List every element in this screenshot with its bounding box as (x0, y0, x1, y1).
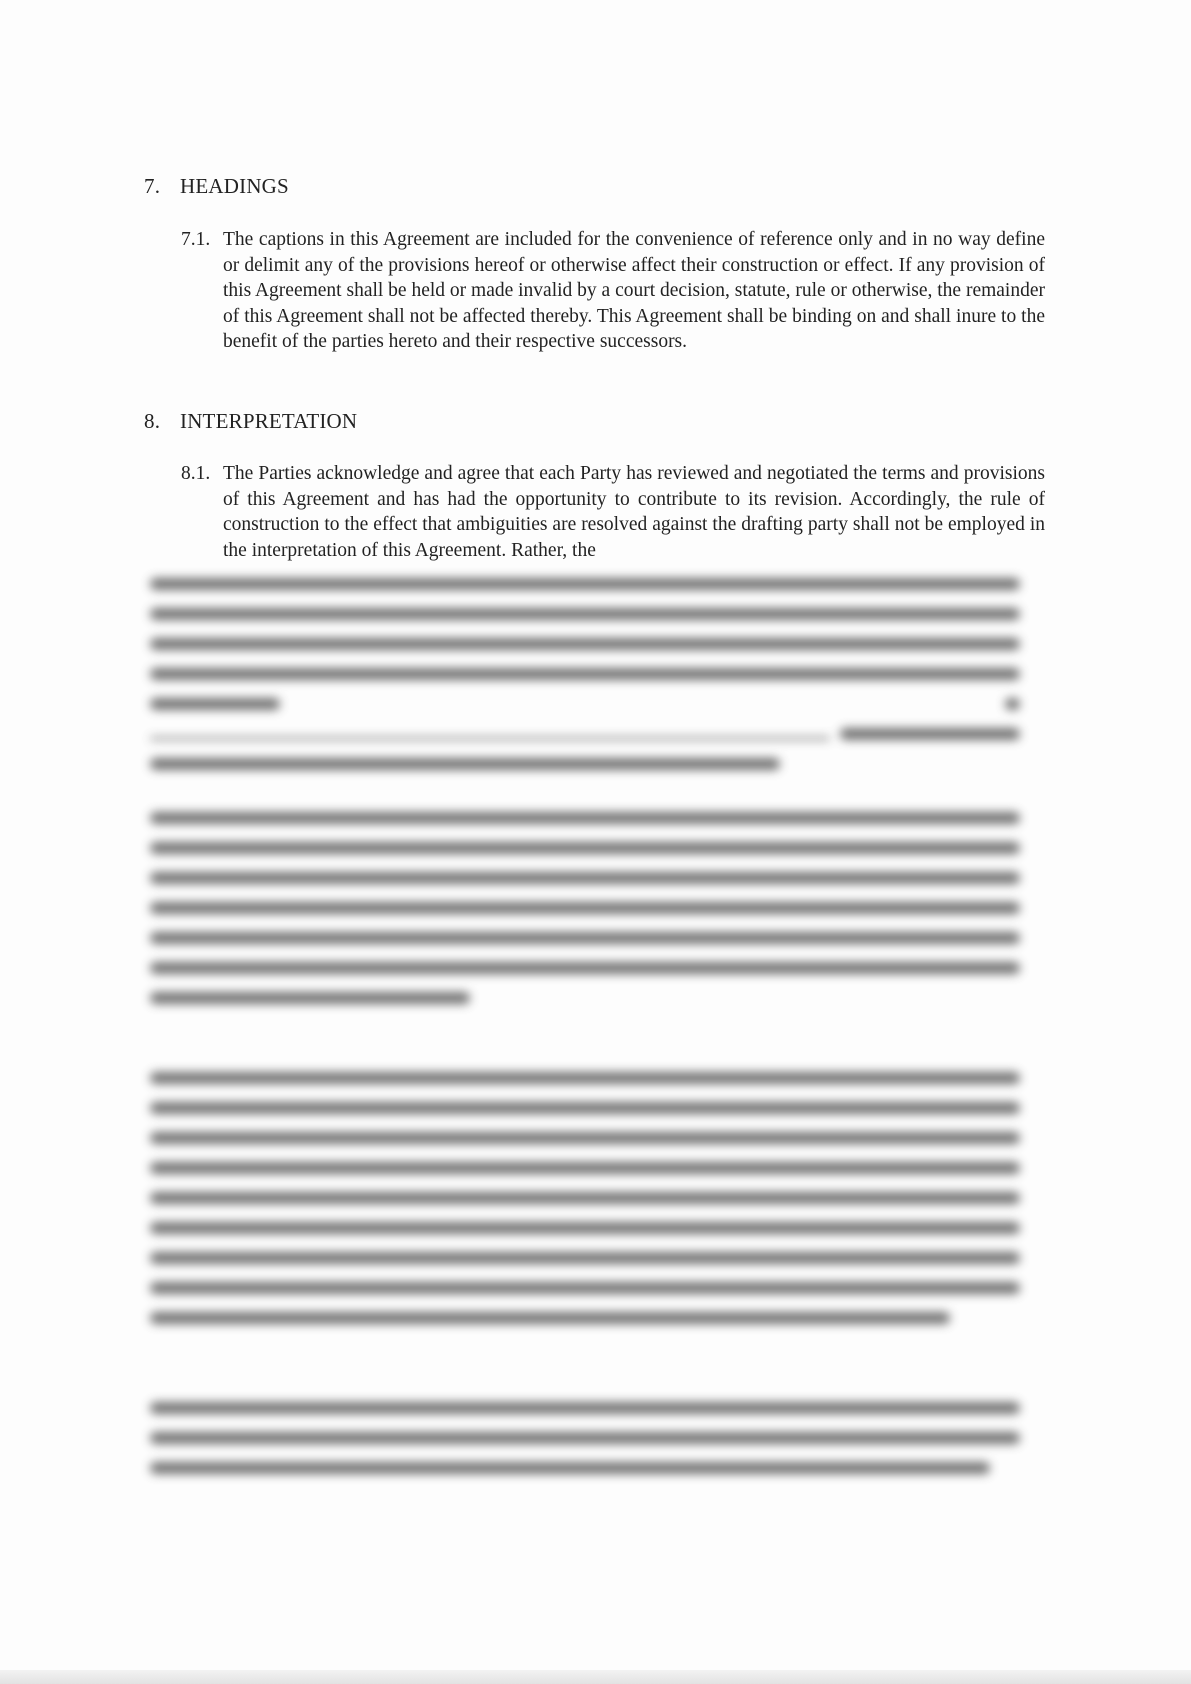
section-number: 7. (144, 174, 161, 198)
section-title: INTERPRETATION (180, 409, 358, 433)
section-heading-8 (144, 408, 357, 434)
section-heading-7 (144, 173, 289, 199)
clause-8-1 (181, 461, 1045, 562)
clause-text: The captions in this Agreement are included for the convenience of reference only and in no way define or delimit any of the provisions hereof or otherwise affect their construction or effect. If any provision of this Agreement shall be held or made invalid by a court decision, statute, rule or otherwise, the remainder of this Agreement shall not be affected thereby. This Agreement shall be binding on and shall inure to the benefit of the parties hereto and their respective successors. (223, 229, 1045, 353)
section-number: 8. (144, 409, 161, 433)
clause-number: 8.1. (181, 463, 211, 484)
clause-number: 7.1. (181, 229, 211, 250)
blurred-preview-content (150, 560, 1030, 1490)
clause-text: The Parties acknowledge and agree that each Party has reviewed and negotiated the terms and provisions of this Agreement and has had the opportunity to contribute to its revision. Accordingly, the rule of construction to the effect that ambiguities are resolved against the drafting party shall not be employed in the interpretation of this Agreement. Rather, the (223, 463, 1045, 561)
page-bottom-edge (0, 1670, 1191, 1684)
section-title: HEADINGS (180, 174, 289, 198)
clause-7-1 (181, 227, 1045, 355)
